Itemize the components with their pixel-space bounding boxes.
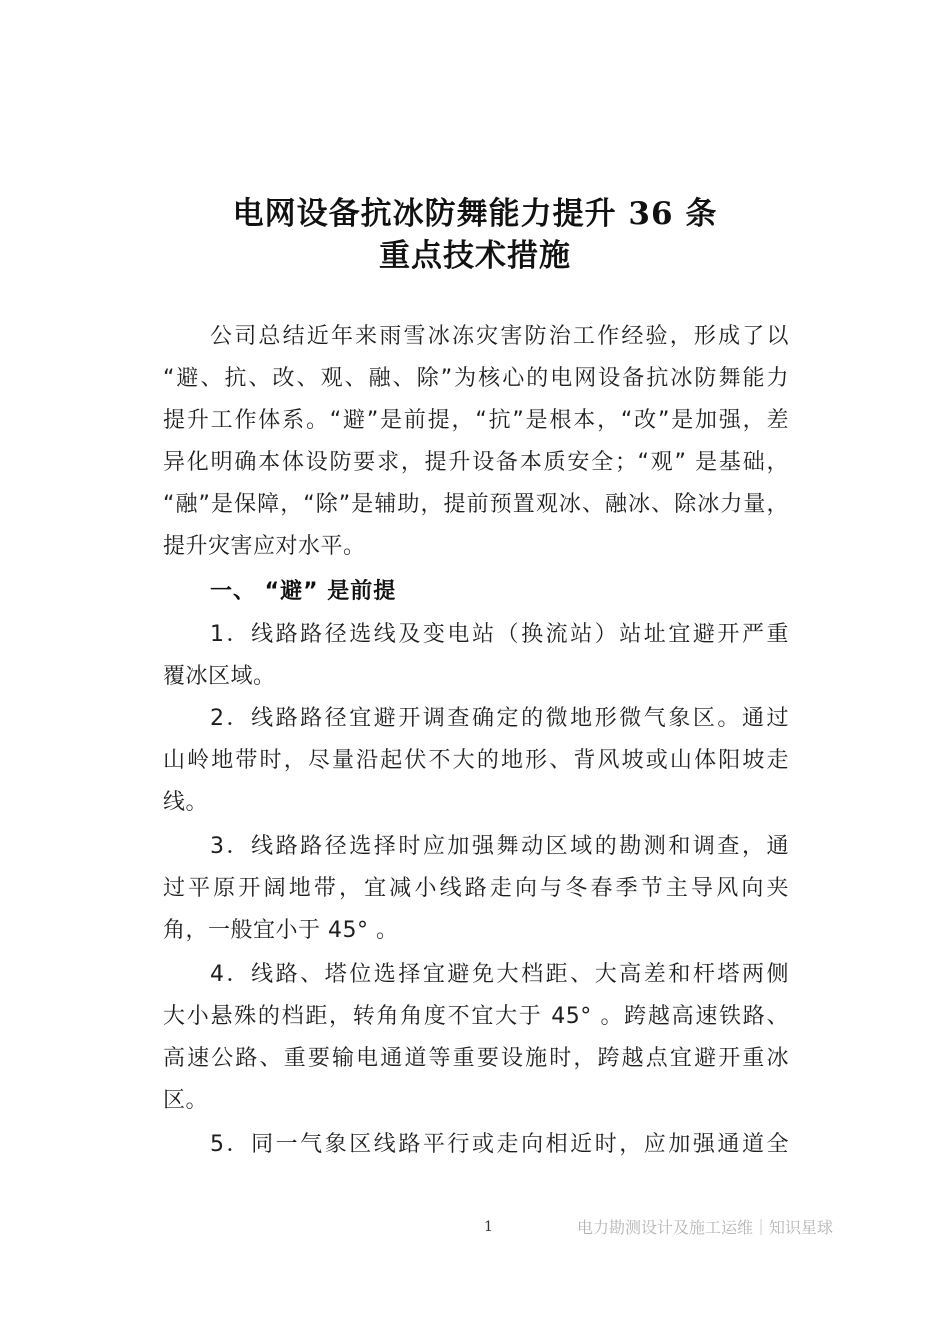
- intro-line: 提升灾害应对水平。: [163, 534, 366, 559]
- item-1-line: 覆冰区域。: [163, 664, 276, 689]
- item-4-line: 高速公路、重要输电通道等重要设施时，跨越点宜避开重冰: [163, 1046, 789, 1071]
- document-title-line-1: 电网设备抗冰防舞能力提升 36 条: [232, 196, 718, 232]
- item-4-line: 4．线路、塔位选择宜避免大档距、大高差和杆塔两侧: [210, 962, 789, 987]
- item-2-line: 2．线路路径宜避开调查确定的微地形微气象区。通过: [210, 706, 789, 731]
- document-title-line-2: 重点技术措施: [379, 238, 571, 274]
- item-4-line: 大小悬殊的档距，转角角度不宜大于 45° 。跨越高速铁路、: [163, 1004, 789, 1029]
- intro-line: “避、抗、改、观、融、除”为核心的电网设备抗冰防舞能力: [163, 366, 789, 391]
- section-heading: 一、 “避” 是前提: [210, 579, 397, 604]
- watermark-text: 电力勘测设计及施工运维｜知识星球: [577, 1218, 834, 1237]
- item-3-line: 3．线路路径选择时应加强舞动区域的勘测和调查，通: [210, 834, 789, 859]
- intro-line: 公司总结近年来雨雪冰冻灾害防治工作经验，形成了以: [210, 324, 789, 349]
- item-4-line: 区。: [163, 1088, 209, 1113]
- intro-line: 异化明确本体设防要求，提升设备本质安全；“观” 是基础，: [163, 450, 789, 475]
- page-number: 1: [484, 1219, 493, 1235]
- intro-line: “融”是保障，“除”是辅助，提前预置观冰、融冰、除冰力量，: [163, 492, 789, 517]
- item-3-line: 角，一般宜小于 45° 。: [163, 918, 399, 943]
- item-3-line: 过平原开阔地带，宜减小线路走向与冬春季节主导风向夹: [163, 876, 789, 901]
- intro-line: 提升工作体系。“避”是前提，“抗”是根本，“改”是加强，差: [163, 408, 789, 433]
- item-2-line: 山岭地带时，尽量沿起伏不大的地形、背风坡或山体阳坡走: [163, 748, 789, 773]
- item-1-line: 1．线路路径选线及变电站（换流站）站址宜避开严重: [210, 622, 789, 647]
- item-5-line: 5．同一气象区线路平行或走向相近时，应加强通道全: [210, 1132, 789, 1157]
- item-2-line: 线。: [163, 790, 209, 815]
